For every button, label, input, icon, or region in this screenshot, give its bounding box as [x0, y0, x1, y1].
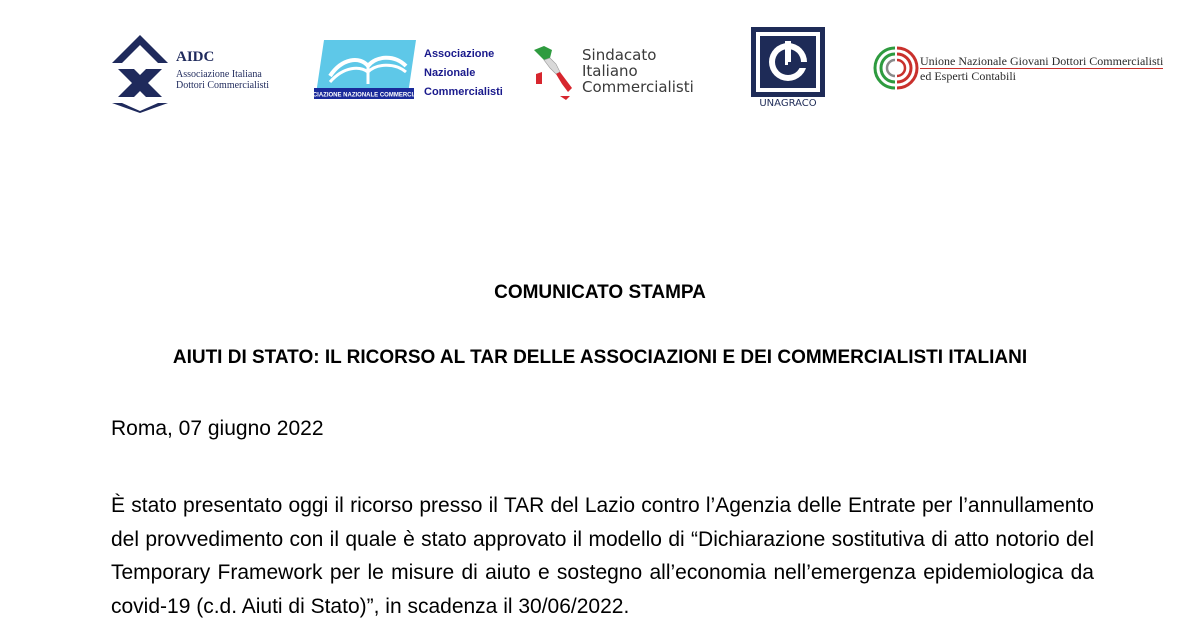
unagraco-emblem-icon [751, 27, 825, 97]
ungdc-line1: Unione Nazionale Giovani Dottori Commercialisti [920, 54, 1164, 68]
unagraco-logo [751, 27, 825, 113]
anc-names [424, 45, 503, 102]
body-paragraph: È stato presentato oggi il ricorso presso il TAR del Lazio contro l’Agenzia delle Entrate per l’annullamento del provvedimento con il quale è stato approvato il modello di “Dichiarazione sostitutiva di atto notorio del Temporary Framework per le misure di aiuto e sostegno all’economia nell’emergenza epidemiologica da covid-19 (c.d. Aiuti di Stato)”, in scadenza il 30/06/2022. [111, 494, 1094, 618]
anc-logo [295, 36, 512, 102]
aidc-logo [112, 33, 292, 113]
sic-text [582, 47, 694, 95]
anc-line3: Commercialisti [424, 86, 503, 98]
document-label: COMUNICATO STAMPA [494, 282, 706, 303]
aidc-subtitle-line1: Associazione Italiana [176, 69, 262, 80]
aidc-subtitle-line2: Dottori Commercialisti [176, 80, 270, 91]
anc-banner: ASSOCIAZIONE NAZIONALE COMMERCIALISTI [295, 92, 433, 99]
unagraco-name: UNAGRACO [759, 98, 817, 109]
sic-line2: Italiano [582, 62, 638, 80]
sic-line3: Commercialisti [582, 78, 694, 96]
aidc-subtitle [176, 69, 269, 91]
sic-line1: Sindacato [582, 46, 657, 64]
tricolor-wave-icon [873, 44, 917, 92]
aidc-emblem-icon [112, 33, 172, 113]
document-title: AIUTI DI STATO: IL RICORSO AL TAR DELLE ASSOCIAZIONI E DEI COMMERCIALISTI ITALIANI [172, 347, 1028, 368]
aidc-name: AIDC [176, 49, 215, 65]
anc-line1: Associazione [424, 48, 495, 60]
sic-logo [530, 40, 710, 104]
date-line: Roma, 07 giugno 2022 [111, 417, 324, 440]
italy-map-icon [530, 44, 580, 104]
ungdc-logo [873, 44, 1163, 92]
anc-line2: Nazionale [424, 67, 476, 79]
ungdc-line2: ed Esperti Contabili [920, 69, 1016, 83]
open-book-icon [295, 36, 433, 102]
